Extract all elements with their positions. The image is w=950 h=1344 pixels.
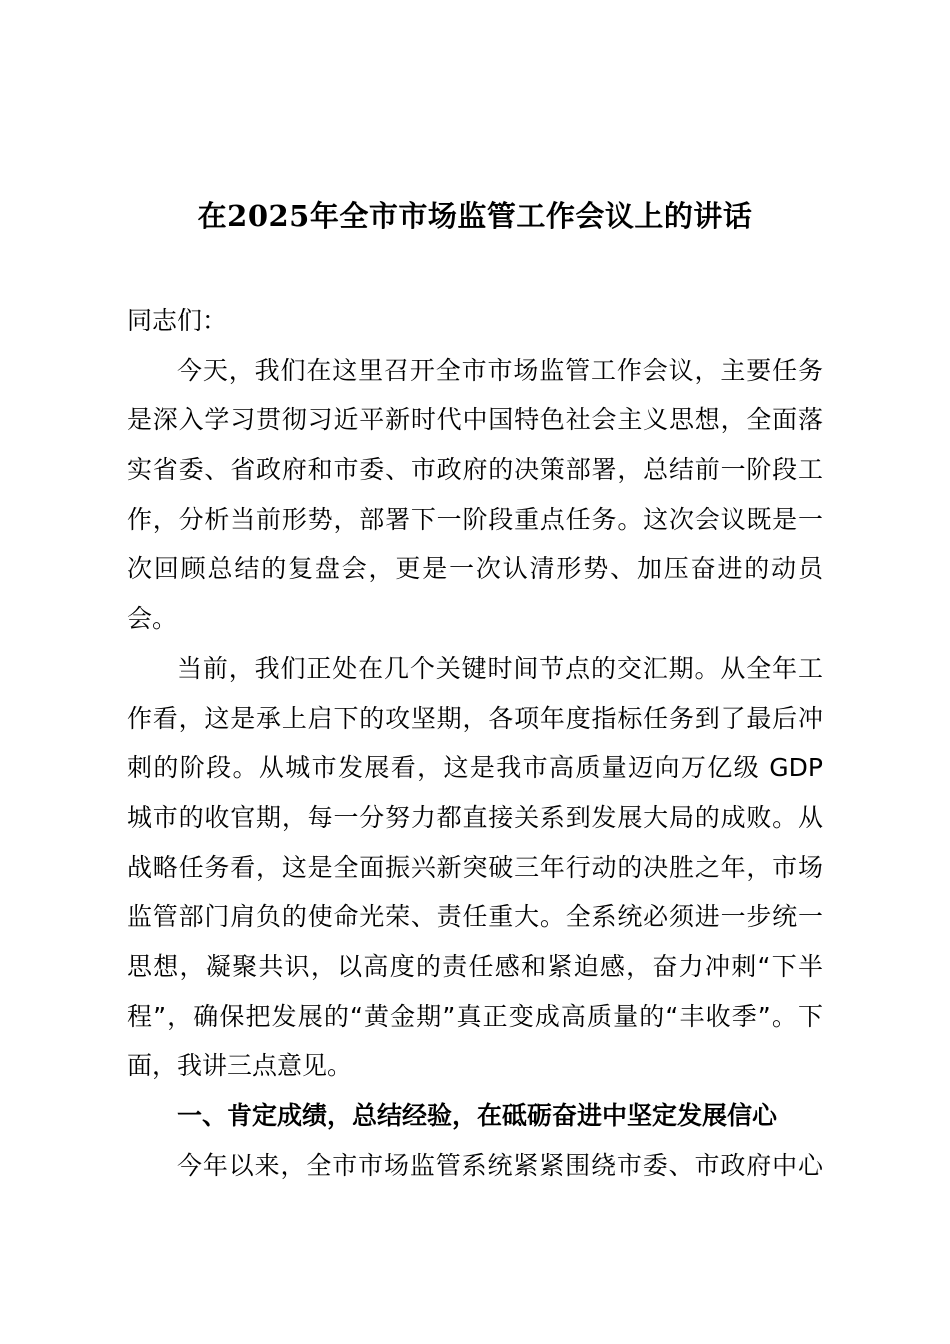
paragraph-line: 战略任务看，这是全面振兴新突破三年行动的决胜之年，市场: [127, 852, 823, 882]
salutation: 同志们：: [127, 306, 228, 335]
paragraph-1: [127, 346, 823, 644]
paragraph-line: 作，分析当前形势，部署下一阶段重点任务。这次会议既是一: [127, 504, 823, 534]
document-title: 在2025年全市市场监管工作会议上的讲话: [197, 199, 753, 233]
paragraph-line: 城市的收官期，每一分努力都直接关系到发展大局的成败。从: [127, 802, 823, 832]
paragraph-line: 面，我讲三点意见。: [127, 1051, 353, 1081]
paragraph-line: 刺的阶段。从城市发展看，这是我市高质量迈向万亿级 GDP: [127, 753, 823, 783]
paragraph-2: [127, 644, 823, 1091]
paragraph-line: 今天，我们在这里召开全市市场监管工作会议，主要任务: [177, 355, 823, 385]
paragraph-line: 程”，确保把发展的“黄金期”真正变成高质量的“丰收季”。下: [127, 1001, 823, 1031]
paragraph-line: 实省委、省政府和市委、市政府的决策部署，总结前一阶段工: [127, 455, 823, 485]
paragraph-line: 监管部门肩负的使命光荣、责任重大。全系统必须进一步统一: [127, 902, 823, 932]
paragraph-line: 作看，这是承上启下的攻坚期，各项年度指标任务到了最后冲: [127, 703, 823, 733]
paragraph-line: 当前，我们正处在几个关键时间节点的交汇期。从全年工: [177, 653, 823, 683]
paragraph-line: 会。: [127, 604, 178, 634]
paragraph-line: 次回顾总结的复盘会，更是一次认清形势、加压奋进的动员: [127, 554, 823, 584]
paragraph-line: 今年以来，全市市场监管系统紧紧围绕市委、市政府中心: [177, 1150, 823, 1180]
section-heading: 一、肯定成绩，总结经验，在砥砺奋进中坚定发展信心: [177, 1101, 778, 1130]
document-body: [127, 296, 823, 1190]
paragraph-line: 思想，凝聚共识，以高度的责任感和紧迫感，奋力冲刺“下半: [127, 951, 823, 981]
paragraph-line: 是深入学习贯彻习近平新时代中国特色社会主义思想，全面落: [127, 405, 823, 435]
